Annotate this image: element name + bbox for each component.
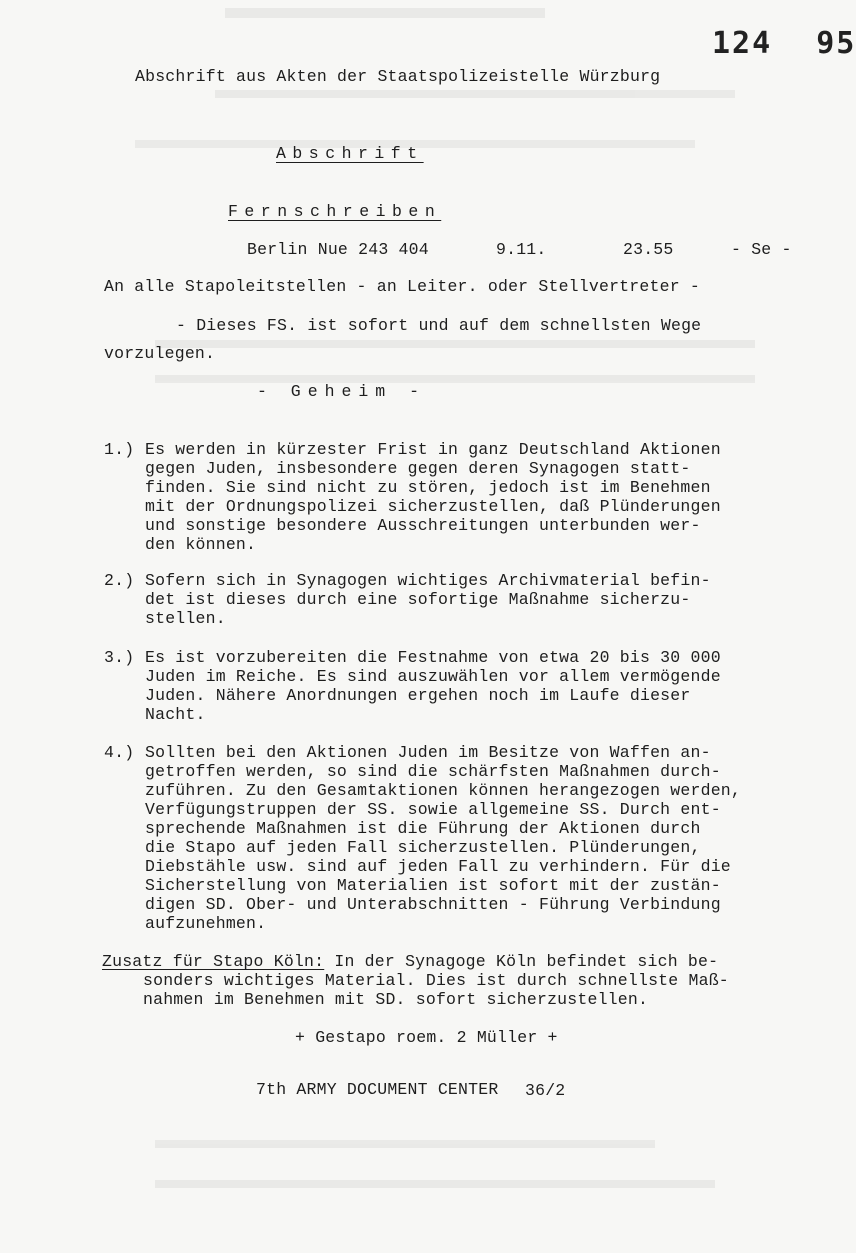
item-number: 2.) xyxy=(104,571,135,590)
item-line: Es werden in kürzester Frist in ganz Deutschland Aktionen xyxy=(145,440,721,459)
document-header: Abschrift aus Akten der Staatspolizeistelle Würzburg xyxy=(135,67,661,86)
item-line: die Stapo auf jeden Fall sicherzustellen. Plünderungen, xyxy=(145,838,701,857)
page-number-secondary: 95 xyxy=(816,26,856,61)
addition-line-3: nahmen im Benehmen mit SD. sofort sicherzustellen. xyxy=(143,990,649,1009)
item-line: det ist dieses durch eine sofortige Maßnahme sicherzu- xyxy=(145,590,691,609)
item-number: 1.) xyxy=(104,440,135,459)
item-line: Nacht. xyxy=(145,705,206,724)
item-line: getroffen werden, so sind die schärfsten Maßnahmen durch- xyxy=(145,762,721,781)
footer-reference: 36/2 xyxy=(525,1081,566,1100)
item-line: Sicherstellung von Materialien ist sofort mit der zustän- xyxy=(145,876,721,895)
instruction-line-2: vorzulegen. xyxy=(104,344,216,363)
item-line: Diebstähle usw. sind auf jeden Fall zu verhindern. Für die xyxy=(145,857,731,876)
item-number: 3.) xyxy=(104,648,135,667)
addition-line-2: sonders wichtiges Material. Dies ist durch schnellste Maß- xyxy=(143,971,729,990)
item-line: Sollten bei den Aktionen Juden im Besitze von Waffen an- xyxy=(145,743,711,762)
document-label: Abschrift xyxy=(276,144,424,163)
item-line: digen SD. Ober- und Unterabschnitten - Führung Verbindung xyxy=(145,895,721,914)
telex-code: - Se - xyxy=(731,240,792,259)
document-type: Fernschreiben xyxy=(228,202,442,221)
page-number-primary: 124 xyxy=(712,26,773,61)
footer-archive: 7th ARMY DOCUMENT CENTER xyxy=(256,1080,499,1099)
signature: + Gestapo roem. 2 Müller + xyxy=(295,1028,558,1047)
page-number-stamp xyxy=(712,26,856,61)
item-line: und sonstige besondere Ausschreitungen unterbunden wer- xyxy=(145,516,701,535)
addition-label: Zusatz für Stapo Köln: xyxy=(102,952,325,971)
telex-date: 9.11. xyxy=(496,240,547,259)
classification: - Geheim - xyxy=(257,382,427,401)
item-line: Juden im Reiche. Es sind auszuwählen vor allem vermögende xyxy=(145,667,721,686)
item-line: aufzunehmen. xyxy=(145,914,267,933)
item-number: 4.) xyxy=(104,743,135,762)
item-line: sprechende Maßnahmen ist die Führung der Aktionen durch xyxy=(145,819,701,838)
item-line: Es ist vorzubereiten die Festnahme von etwa 20 bis 30 000 xyxy=(145,648,721,667)
addition-line-1: In der Synagoge Köln befindet sich be- xyxy=(334,952,719,971)
item-line: Sofern sich in Synagogen wichtiges Archivmaterial befin- xyxy=(145,571,711,590)
item-line: zuführen. Zu den Gesamtaktionen können herangezogen werden, xyxy=(145,781,741,800)
addition-note xyxy=(102,952,752,1009)
item-line: Verfügungstruppen der SS. sowie allgemeine SS. Durch ent- xyxy=(145,800,721,819)
item-line: stellen. xyxy=(145,609,226,628)
telex-origin: Berlin Nue 243 404 xyxy=(247,240,429,259)
item-line: mit der Ordnungspolizei sicherzustellen, daß Plünderungen xyxy=(145,497,721,516)
instruction-line-1: - Dieses FS. ist sofort und auf dem schnellsten Wege xyxy=(176,316,702,335)
item-line: finden. Sie sind nicht zu stören, jedoch ist im Benehmen xyxy=(145,478,711,497)
telex-time: 23.55 xyxy=(623,240,674,259)
addressee: An alle Stapoleitstellen - an Leiter. oder Stellvertreter - xyxy=(104,277,700,296)
item-line: gegen Juden, insbesondere gegen deren Synagogen statt- xyxy=(145,459,691,478)
item-line: den können. xyxy=(145,535,257,554)
item-line: Juden. Nähere Anordnungen ergehen noch im Laufe dieser xyxy=(145,686,691,705)
